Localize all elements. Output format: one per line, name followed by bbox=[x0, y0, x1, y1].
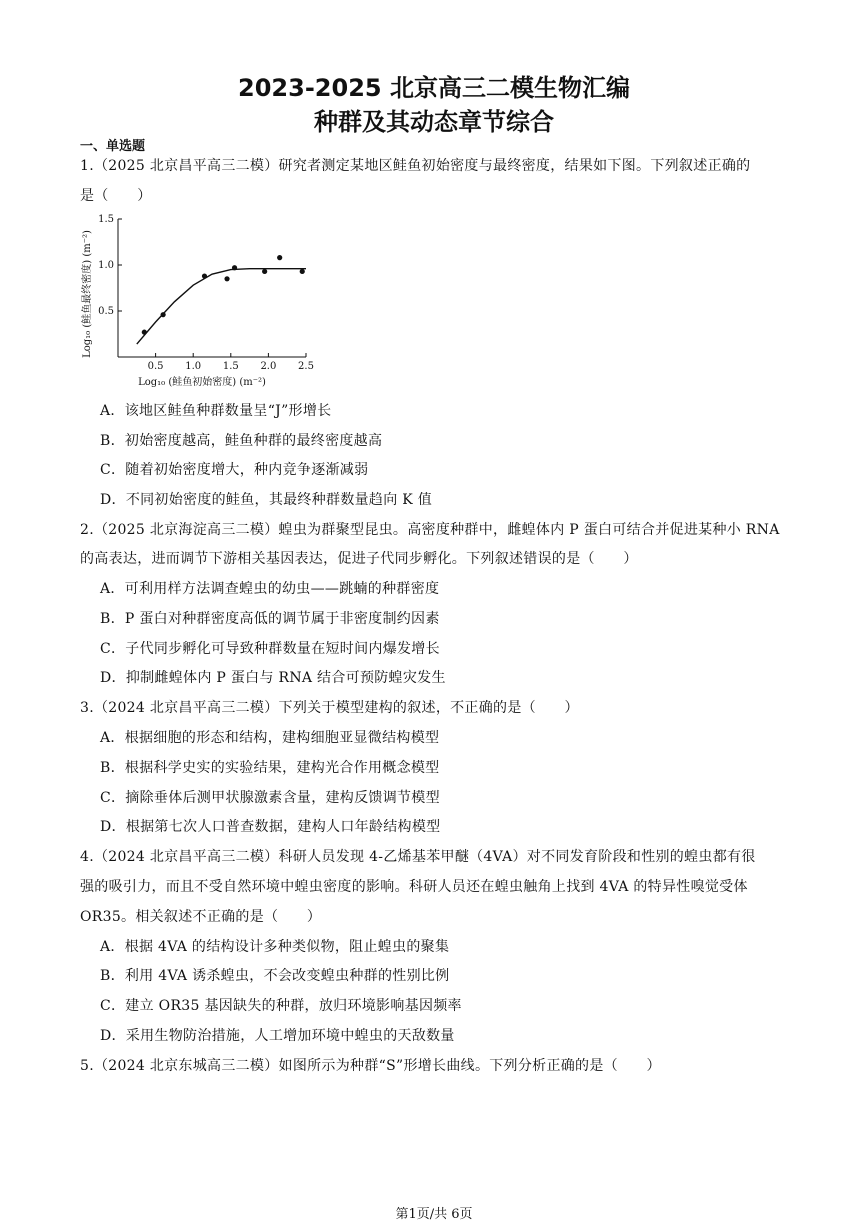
data-point bbox=[202, 273, 207, 278]
data-point bbox=[262, 269, 267, 274]
question-1-option-c: C．随着初始密度增大，种内竞争逐渐减弱 bbox=[100, 462, 369, 478]
question-1-option-d: D．不同初始密度的鲑鱼，其最终种群数量趋向 K 值 bbox=[100, 492, 433, 508]
question-4-line-2: 强的吸引力，而且不受自然环境中蝗虫密度的影响。科研人员还在蝗虫触角上找到 4VA 的特异性嗅觉受体 bbox=[80, 879, 748, 895]
question-4-option-d: D．采用生物防治措施，人工增加环境中蝗虫的天敌数量 bbox=[100, 1028, 455, 1044]
data-point bbox=[300, 269, 305, 274]
question-2-option-b: B．P 蛋白对种群密度高低的调节属于非密度制约因素 bbox=[100, 611, 440, 627]
data-point bbox=[277, 255, 282, 260]
question-4-option-a: A．根据 4VA 的结构设计多种类似物，阻止蝗虫的聚集 bbox=[100, 939, 450, 955]
question-2-option-d: D．抑制雌蝗体内 P 蛋白与 RNA 结合可预防蝗灾发生 bbox=[100, 670, 446, 686]
question-4-option-c: C．建立 OR35 基因缺失的种群，放归环境影响基因频率 bbox=[100, 998, 462, 1014]
question-2-line-2: 的高表达，进而调节下游相关基因表达，促进子代同步孵化。下列叙述错误的是（ ） bbox=[80, 551, 638, 567]
question-1-line-1: 1.（2025 北京昌平高三二模）研究者测定某地区鲑鱼初始密度与最终密度，结果如下图。下列叙述正确的 bbox=[80, 158, 751, 174]
question-3-option-d: D．根据第七次人口普查数据，建构人口年龄结构模型 bbox=[100, 819, 441, 835]
data-point bbox=[142, 330, 147, 335]
x-axis-label: Log₁₀ (鲑鱼初始密度) (m⁻²) bbox=[138, 377, 266, 388]
salmon-density-chart bbox=[78, 212, 328, 390]
question-3-option-c: C．摘除垂体后测甲状腺激素含量，建构反馈调节模型 bbox=[100, 790, 440, 806]
document-title: 2023-2025 北京高三二模生物汇编 bbox=[238, 74, 630, 102]
question-1-option-b: B．初始密度越高，鲑鱼种群的最终密度越高 bbox=[100, 433, 383, 449]
data-point bbox=[232, 265, 237, 270]
document-subtitle: 种群及其动态章节综合 bbox=[314, 108, 554, 136]
question-4-option-b: B．利用 4VA 诱杀蝗虫，不会改变蝗虫种群的性别比例 bbox=[100, 968, 450, 984]
section-heading: 一、单选题 bbox=[80, 139, 146, 154]
x-tick-label: 1.0 bbox=[185, 361, 202, 372]
fitted-curve bbox=[137, 269, 306, 344]
question-4-line-1: 4.（2024 北京昌平高三二模）科研人员发现 4-乙烯基苯甲醚（4VA）对不同发育阶段和性别的蝗虫都有很 bbox=[80, 849, 756, 865]
data-point bbox=[161, 312, 166, 317]
question-2-line-1: 2.（2025 北京海淀高三二模）蝗虫为群聚型昆虫。高密度种群中，雌蝗体内 P 蛋白可结合并促进某种小 RNA bbox=[80, 522, 780, 538]
question-3-option-b: B．根据科学史实的实验结果，建构光合作用概念模型 bbox=[100, 760, 440, 776]
y-tick-label: 1.5 bbox=[98, 214, 114, 225]
x-tick-label: 2.0 bbox=[260, 361, 277, 372]
page-number: 第1页/共 6页 bbox=[395, 1207, 473, 1222]
x-tick-label: 2.5 bbox=[298, 361, 314, 372]
question-4-line-3: OR35。相关叙述不正确的是（ ） bbox=[80, 909, 322, 925]
y-tick-label: 1.0 bbox=[98, 260, 114, 271]
data-point bbox=[224, 276, 229, 281]
question-3-option-a: A．根据细胞的形态和结构，建构细胞亚显微结构模型 bbox=[100, 730, 440, 746]
question-2-option-a: A．可利用样方法调查蝗虫的幼虫——跳蝻的种群密度 bbox=[100, 581, 440, 597]
question-1-line-2: 是（ ） bbox=[80, 188, 152, 204]
x-tick-label: 0.5 bbox=[147, 361, 164, 372]
question-2-option-c: C．子代同步孵化可导致种群数量在短时间内爆发增长 bbox=[100, 641, 440, 657]
y-tick-label: 0.5 bbox=[98, 306, 114, 317]
x-tick-label: 1.5 bbox=[222, 361, 239, 372]
question-1-option-a: A．该地区鲑鱼种群数量呈“J”形增长 bbox=[100, 403, 332, 419]
question-5-line-1: 5.（2024 北京东城高三二模）如图所示为种群“S”形增长曲线。下列分析正确的是（ ） bbox=[80, 1058, 661, 1074]
question-3-line-1: 3.（2024 北京昌平高三二模）下列关于模型建构的叙述，不正确的是（ ） bbox=[80, 700, 579, 716]
y-axis-label: Log₁₀ (鲑鱼最终密度) (m⁻²) bbox=[82, 230, 93, 358]
